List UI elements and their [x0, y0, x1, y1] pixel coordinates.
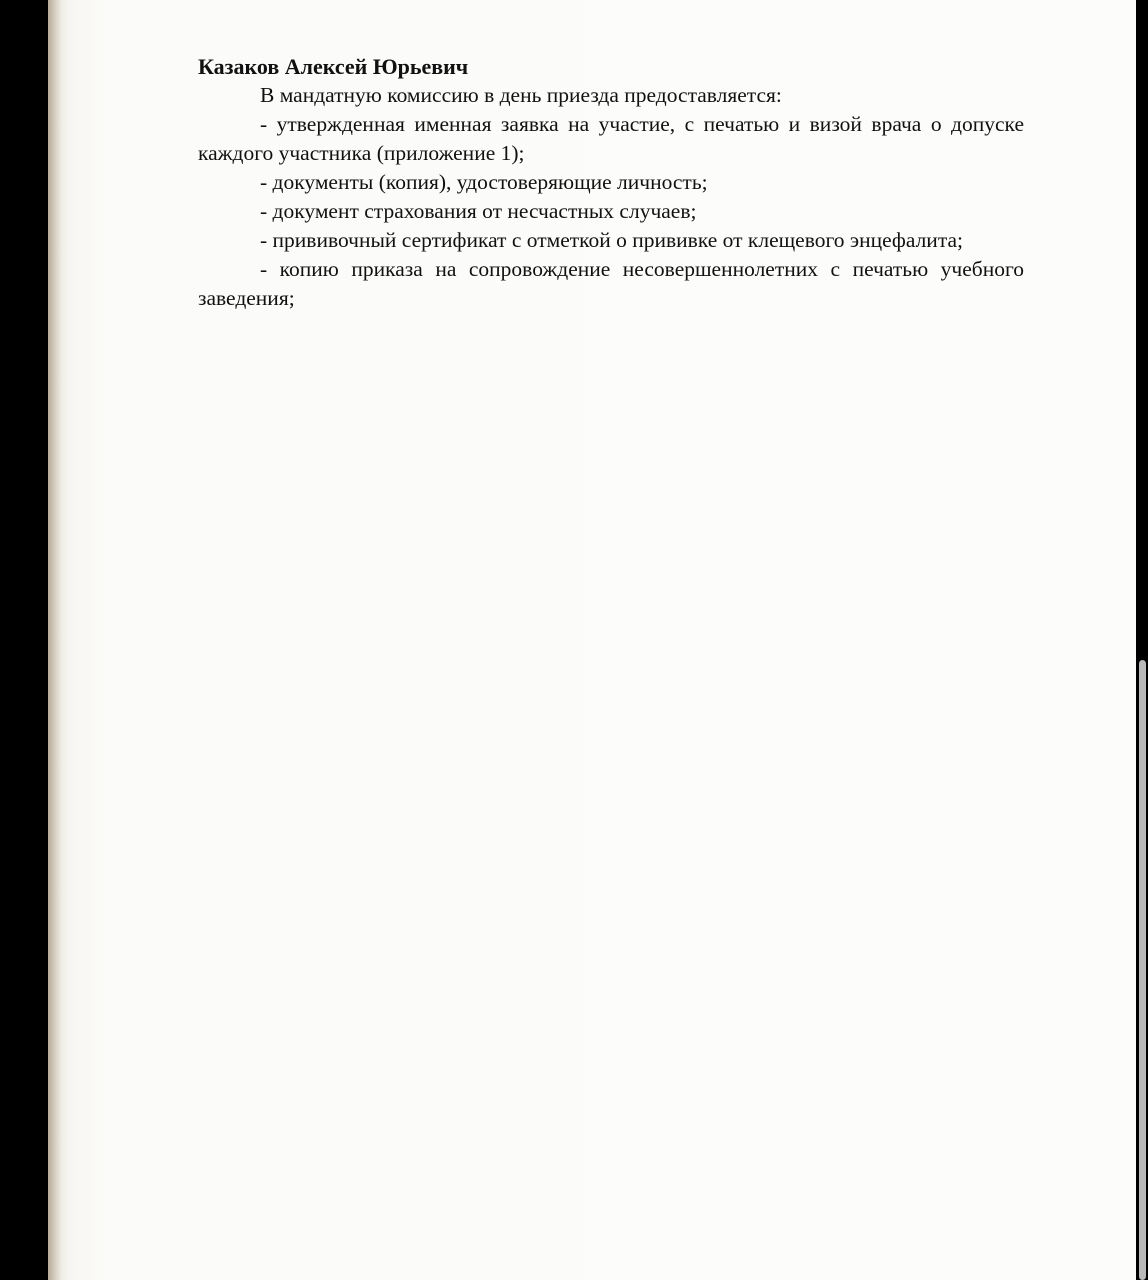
requirement-item: - копию приказа на сопровождение несовершеннолетних с печатью учебного заведения;: [198, 257, 1024, 310]
intro-paragraph: В мандатную комиссию в день приезда предоставляется:: [260, 83, 782, 107]
document-text: [198, 52, 1024, 313]
requirement-item: - документы (копия), удостоверяющие личность;: [260, 170, 708, 194]
requirement-item: - документ страхования от несчастных случаев;: [260, 199, 697, 223]
scrollbar-thumb[interactable]: [1139, 660, 1146, 1280]
person-name-heading: Казаков Алексей Юрьевич: [198, 54, 469, 79]
scanned-page: [48, 0, 1136, 1280]
requirement-item: - утвержденная именная заявка на участие, с печатью и визой врача о допуске каждого участника (приложение 1);: [198, 112, 1024, 165]
vertical-scrollbar[interactable]: [1136, 0, 1148, 1280]
requirement-item: - прививочный сертификат с отметкой о прививке от клещевого энцефалита;: [260, 228, 963, 252]
